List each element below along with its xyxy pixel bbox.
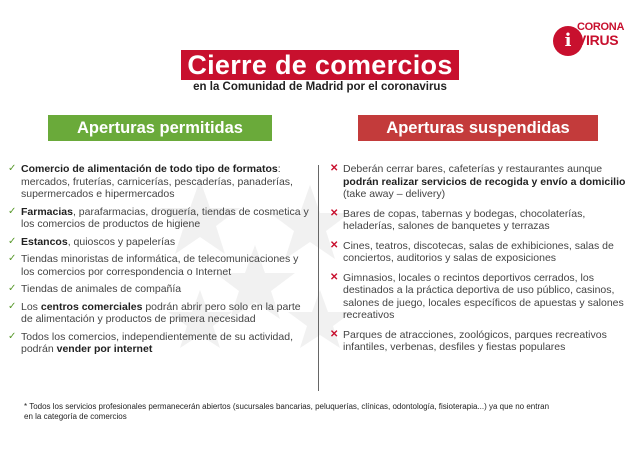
list-item: [8, 236, 312, 249]
list-item: [8, 283, 312, 296]
list-item: [8, 206, 312, 231]
item-text-before: Los: [21, 300, 41, 313]
footnote-line-2: en la categoría de comercios: [24, 412, 127, 421]
cross-icon: ✕: [330, 271, 339, 283]
item-text-bold: Farmacias: [21, 205, 73, 218]
footnote: [24, 402, 636, 422]
cross-icon: ✕: [330, 163, 339, 174]
check-icon: ✓: [8, 163, 17, 174]
item-text-bold: Comercio de alimentación de todo tipo de formatos: [21, 163, 278, 175]
suspended-header: Aperturas suspendidas: [358, 115, 598, 141]
list-item: [330, 163, 632, 201]
info-icon: i: [553, 26, 583, 56]
item-text-bold: Estancos: [21, 235, 68, 248]
list-item: [8, 163, 312, 201]
item-text-plain: Parques de atracciones, zoológicos, parques recreativos infantiles, verbenas, desfiles y fiestas populares: [343, 328, 607, 353]
item-text-after: , parafarmacias, droguería, tiendas de cosmetica y los comercios de productos de higiene: [21, 205, 309, 230]
item-text-bold: vender por internet: [56, 343, 153, 355]
page-title: Cierre de comercios: [181, 50, 458, 80]
check-icon: ✓: [8, 330, 17, 342]
logo-text: [577, 22, 624, 47]
list-item: [8, 331, 312, 356]
permitted-list: [8, 163, 312, 356]
logo-line-2: VIRUS: [577, 32, 619, 48]
item-text-after: podrán abrir pero solo en la parte de alimentación y productos de primera necesidad: [21, 300, 301, 325]
item-text-bold: podrán realizar servicios de recogida y envío a domicilio: [343, 175, 626, 188]
item-text-after: (take away – delivery): [343, 188, 446, 200]
logo-line-1: CORONA: [577, 21, 625, 33]
page-subtitle: en la Comunidad de Madrid por el coronavirus: [193, 81, 447, 93]
item-text-after: , quioscos y papelerías: [67, 235, 176, 248]
title-block: [0, 50, 640, 80]
list-item: [330, 208, 632, 233]
list-item: [330, 329, 632, 354]
item-text-after: : mercados, fruterías, carnicerías, pescaderías, panaderías, supermercados e hipermercados: [21, 163, 293, 200]
item-text-plain: Cines, teatros, discotecas, salas de exhibiciones, salas de conciertos, auditorios y salas de exposiciones: [343, 239, 614, 264]
item-text-plain: Gimnasios, locales o recintos deportivos cerrados, los destinados a la práctica deportiva de uso público, casinos, salones de juego, locales específicos de apuestas y salones recreativos: [343, 271, 624, 321]
suspended-list: [330, 163, 632, 354]
column-divider: [318, 165, 319, 391]
list-item: [8, 301, 312, 326]
permitted-header: Aperturas permitidas: [48, 115, 272, 141]
check-icon: ✓: [8, 235, 17, 247]
item-text-plain: Tiendas minoristas de informática, de telecomunicaciones y los comercios por correspondencia o Internet: [21, 253, 299, 278]
list-item: [8, 253, 312, 278]
item-text-plain: Bares de copas, tabernas y bodegas, chocolaterías, heladerías, salones de banquetes y terrazas: [343, 207, 586, 232]
cross-icon: ✕: [330, 207, 339, 219]
list-item: [330, 272, 632, 322]
check-icon: ✓: [8, 283, 17, 294]
list-item: [330, 240, 632, 265]
check-icon: ✓: [8, 300, 17, 312]
cross-icon: ✕: [330, 239, 339, 251]
cross-icon: ✕: [330, 328, 339, 340]
item-text-bold: centros comerciales: [40, 300, 143, 313]
item-text-before: Todos los comercios, independientemente de su actividad, podrán: [21, 330, 293, 355]
check-icon: ✓: [8, 205, 17, 217]
footnote-line-1: * Todos los servicios profesionales permanecerán abiertos (sucursales bancarias, peluquerías, clínicas, odontología, fisioterapia...) ya que no entran: [24, 402, 550, 411]
item-text-plain: Tiendas de animales de compañía: [21, 283, 182, 295]
check-icon: ✓: [8, 253, 17, 264]
item-text-before: Deberán cerrar bares, cafeterías y restaurantes aunque: [343, 163, 603, 175]
